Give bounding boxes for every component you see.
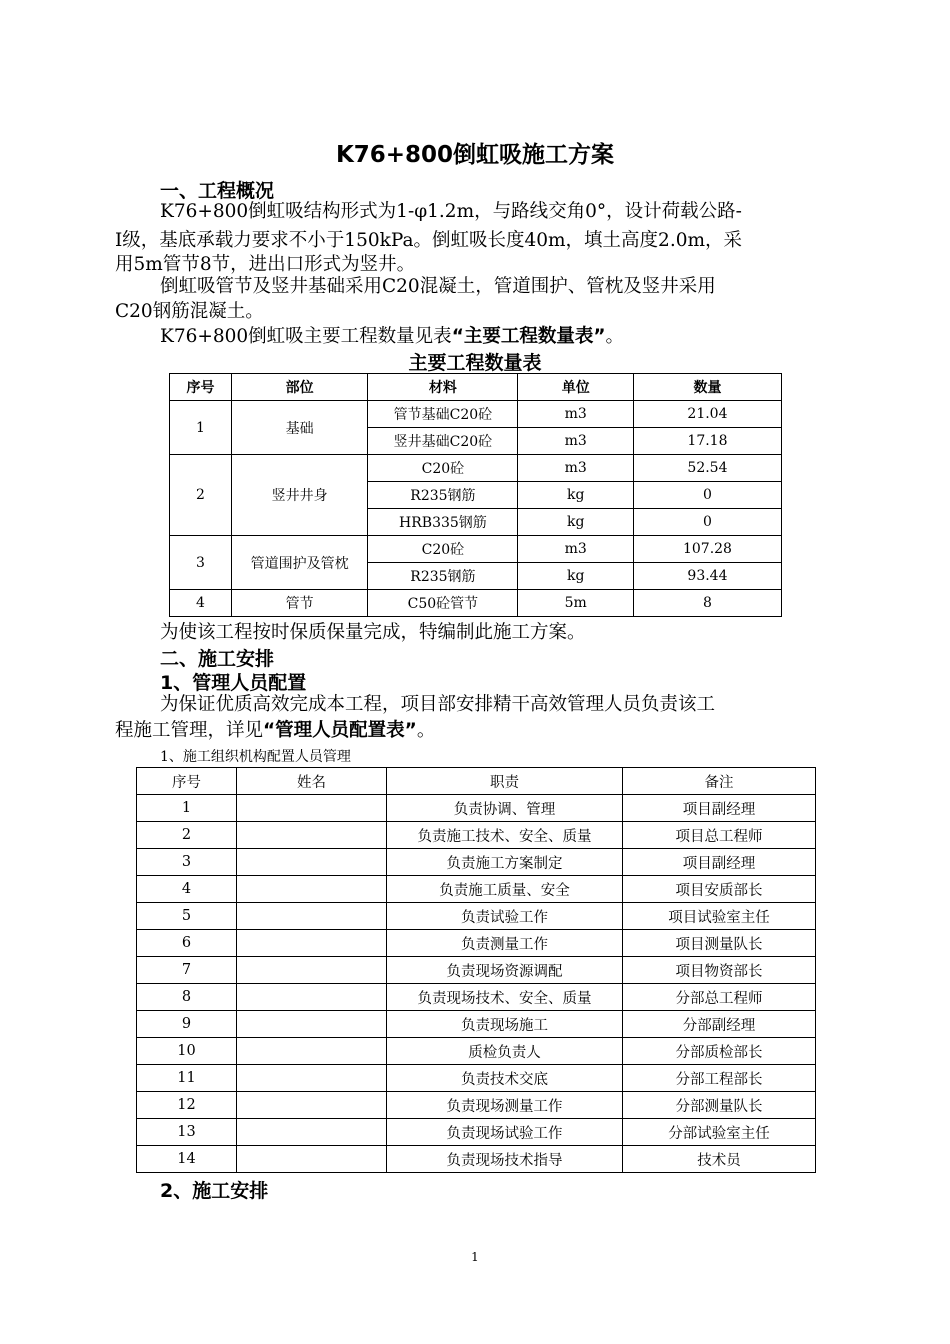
section1-para3-prefix: K76+800倒虹吸主要工程数量见表 xyxy=(160,326,452,347)
qty-cell-qty: 93.44 xyxy=(633,563,781,590)
staff-header-name: 姓名 xyxy=(237,768,387,795)
staff-table xyxy=(136,767,816,1173)
staff-cell-name xyxy=(237,822,387,849)
section2-heading: 二、施工安排 xyxy=(160,648,275,670)
qty-cell-unit: 5m xyxy=(518,590,633,617)
staff-cell-no: 7 xyxy=(137,957,237,984)
staff-header-no: 序号 xyxy=(137,768,237,795)
qty-cell-unit: m3 xyxy=(518,428,633,455)
staff-cell-no: 8 xyxy=(137,984,237,1011)
qty-header-qty: 数量 xyxy=(633,374,781,401)
qty-cell-unit: kg xyxy=(518,482,633,509)
section1-para2-line1: 倒虹吸管节及竖井基础采用C20混凝土，管道围护、管枕及竖井采用 xyxy=(160,276,716,297)
qty-cell-no: 4 xyxy=(170,590,232,617)
qty-cell-material: C20砼 xyxy=(368,455,518,482)
qty-cell-qty: 0 xyxy=(633,509,781,536)
section1-para3-suffix: 。 xyxy=(605,326,625,347)
sub1-para-line2-prefix: 程施工管理，详见 xyxy=(115,720,264,741)
page-number: 1 xyxy=(471,1250,479,1264)
staff-cell-name xyxy=(237,1065,387,1092)
staff-cell-duty: 质检负责人 xyxy=(387,1038,623,1065)
staff-cell-name xyxy=(237,1092,387,1119)
qty-header-unit: 单位 xyxy=(518,374,633,401)
qty-cell-material: HRB335钢筋 xyxy=(368,509,518,536)
qty-cell-unit: kg xyxy=(518,563,633,590)
qty-cell-part: 管道围护及管枕 xyxy=(231,536,367,590)
staff-cell-duty: 负责试验工作 xyxy=(387,903,623,930)
staff-cell-no: 1 xyxy=(137,795,237,822)
qty-cell-qty: 21.04 xyxy=(633,401,781,428)
staff-cell-name xyxy=(237,957,387,984)
staff-cell-note: 项目试验室主任 xyxy=(623,903,816,930)
table-row xyxy=(137,903,816,930)
table-row xyxy=(137,1065,816,1092)
section1-para1-line2: Ⅰ级，基底承载力要求不小于150kPa。倒虹吸长度40m，填土高度2.0m，采 xyxy=(115,230,743,251)
qty-cell-unit: kg xyxy=(518,509,633,536)
staff-cell-no: 3 xyxy=(137,849,237,876)
quantity-table-header-row xyxy=(170,374,782,401)
qty-cell-qty: 0 xyxy=(633,482,781,509)
qty-cell-no: 2 xyxy=(170,455,232,536)
qty-cell-material: C50砼管节 xyxy=(368,590,518,617)
staff-cell-no: 9 xyxy=(137,1011,237,1038)
qty-cell-unit: m3 xyxy=(518,401,633,428)
staff-cell-duty: 负责现场资源调配 xyxy=(387,957,623,984)
staff-cell-duty: 负责协调、管理 xyxy=(387,795,623,822)
staff-cell-duty: 负责测量工作 xyxy=(387,930,623,957)
qty-header-no: 序号 xyxy=(170,374,232,401)
staff-cell-no: 11 xyxy=(137,1065,237,1092)
staff-header-note: 备注 xyxy=(623,768,816,795)
qty-cell-qty: 52.54 xyxy=(633,455,781,482)
table-row xyxy=(137,1146,816,1173)
qty-cell-no: 3 xyxy=(170,536,232,590)
qty-header-part: 部位 xyxy=(231,374,367,401)
qty-cell-material: R235钢筋 xyxy=(368,482,518,509)
staff-cell-note: 项目副经理 xyxy=(623,795,816,822)
qty-cell-part: 竖井井身 xyxy=(231,455,367,536)
staff-cell-note: 分部试验室主任 xyxy=(623,1119,816,1146)
staff-cell-duty: 负责现场试验工作 xyxy=(387,1119,623,1146)
staff-cell-name xyxy=(237,930,387,957)
table-row xyxy=(170,401,782,428)
staff-cell-note: 分部测量队长 xyxy=(623,1092,816,1119)
staff-header-duty: 职责 xyxy=(387,768,623,795)
staff-cell-note: 项目副经理 xyxy=(623,849,816,876)
table-row xyxy=(137,849,816,876)
staff-cell-no: 5 xyxy=(137,903,237,930)
staff-cell-duty: 负责现场施工 xyxy=(387,1011,623,1038)
staff-table-header-row xyxy=(137,768,816,795)
staff-cell-note: 技术员 xyxy=(623,1146,816,1173)
qty-header-material: 材料 xyxy=(368,374,518,401)
sub1-para-line2-suffix: 。 xyxy=(416,720,436,741)
staff-cell-note: 分部总工程师 xyxy=(623,984,816,1011)
staff-cell-name xyxy=(237,795,387,822)
qty-cell-part: 基础 xyxy=(231,401,367,455)
table-row xyxy=(137,1092,816,1119)
section1-heading: 一、工程概况 xyxy=(160,180,275,202)
after-table-text: 为使该工程按时保质保量完成，特编制此施工方案。 xyxy=(160,622,586,643)
qty-table-title: 主要工程数量表 xyxy=(408,352,542,374)
qty-cell-part: 管节 xyxy=(231,590,367,617)
sub1-para-line2-bold: “管理人员配置表” xyxy=(263,720,417,741)
quantity-table xyxy=(169,373,782,617)
staff-cell-duty: 负责技术交底 xyxy=(387,1065,623,1092)
table-row xyxy=(137,795,816,822)
staff-cell-note: 分部副经理 xyxy=(623,1011,816,1038)
qty-cell-qty: 107.28 xyxy=(633,536,781,563)
qty-cell-material: R235钢筋 xyxy=(368,563,518,590)
staff-cell-duty: 负责施工技术、安全、质量 xyxy=(387,822,623,849)
section1-para3-bold: “主要工程数量表” xyxy=(451,326,606,347)
staff-cell-note: 分部质检部长 xyxy=(623,1038,816,1065)
page-title: K76+800倒虹吸施工方案 xyxy=(335,142,615,168)
table-row xyxy=(137,957,816,984)
qty-cell-material: 竖井基础C20砼 xyxy=(368,428,518,455)
staff-cell-no: 13 xyxy=(137,1119,237,1146)
staff-cell-no: 12 xyxy=(137,1092,237,1119)
sub1-heading: 1、管理人员配置 xyxy=(160,672,307,694)
table-row xyxy=(170,590,782,617)
qty-cell-unit: m3 xyxy=(518,536,633,563)
section1-para1-line1: K76+800倒虹吸结构形式为1-φ1.2m，与路线交角0°，设计荷载公路- xyxy=(160,201,742,222)
staff-cell-note: 项目物资部长 xyxy=(623,957,816,984)
section1-para1-line3: 用5m管节8节，进出口形式为竖井。 xyxy=(115,254,416,275)
staff-cell-duty: 负责现场技术指导 xyxy=(387,1146,623,1173)
table-row xyxy=(137,984,816,1011)
staff-cell-name xyxy=(237,1038,387,1065)
staff-cell-no: 4 xyxy=(137,876,237,903)
staff-table-caption: 1、施工组织机构配置人员管理 xyxy=(160,749,351,765)
staff-cell-note: 分部工程部长 xyxy=(623,1065,816,1092)
section1-para2-line2: C20钢筋混凝土。 xyxy=(115,301,264,322)
qty-cell-material: 管节基础C20砼 xyxy=(368,401,518,428)
sub1-para-line1: 为保证优质高效完成本工程，项目部安排精干高效管理人员负责该工 xyxy=(160,694,716,715)
staff-cell-no: 10 xyxy=(137,1038,237,1065)
staff-cell-name xyxy=(237,1119,387,1146)
staff-cell-name xyxy=(237,876,387,903)
staff-cell-duty: 负责施工方案制定 xyxy=(387,849,623,876)
table-row xyxy=(170,455,782,482)
staff-cell-no: 6 xyxy=(137,930,237,957)
staff-cell-note: 项目总工程师 xyxy=(623,822,816,849)
staff-cell-duty: 负责施工质量、安全 xyxy=(387,876,623,903)
staff-cell-no: 2 xyxy=(137,822,237,849)
staff-cell-name xyxy=(237,1146,387,1173)
qty-cell-qty: 17.18 xyxy=(633,428,781,455)
staff-cell-duty: 负责现场测量工作 xyxy=(387,1092,623,1119)
table-row xyxy=(170,536,782,563)
table-row xyxy=(137,1011,816,1038)
staff-cell-note: 项目测量队长 xyxy=(623,930,816,957)
qty-cell-material: C20砼 xyxy=(368,536,518,563)
table-row xyxy=(137,822,816,849)
sub2-heading: 2、施工安排 xyxy=(160,1180,269,1202)
staff-cell-duty: 负责现场技术、安全、质量 xyxy=(387,984,623,1011)
qty-cell-qty: 8 xyxy=(633,590,781,617)
qty-cell-no: 1 xyxy=(170,401,232,455)
table-row xyxy=(137,876,816,903)
staff-cell-no: 14 xyxy=(137,1146,237,1173)
table-row xyxy=(137,1119,816,1146)
staff-cell-name xyxy=(237,903,387,930)
table-row xyxy=(137,1038,816,1065)
staff-cell-name xyxy=(237,849,387,876)
table-row xyxy=(137,930,816,957)
staff-cell-note: 项目安质部长 xyxy=(623,876,816,903)
qty-cell-unit: m3 xyxy=(518,455,633,482)
sub1-para-line2 xyxy=(115,716,435,746)
staff-cell-name xyxy=(237,1011,387,1038)
staff-cell-name xyxy=(237,984,387,1011)
